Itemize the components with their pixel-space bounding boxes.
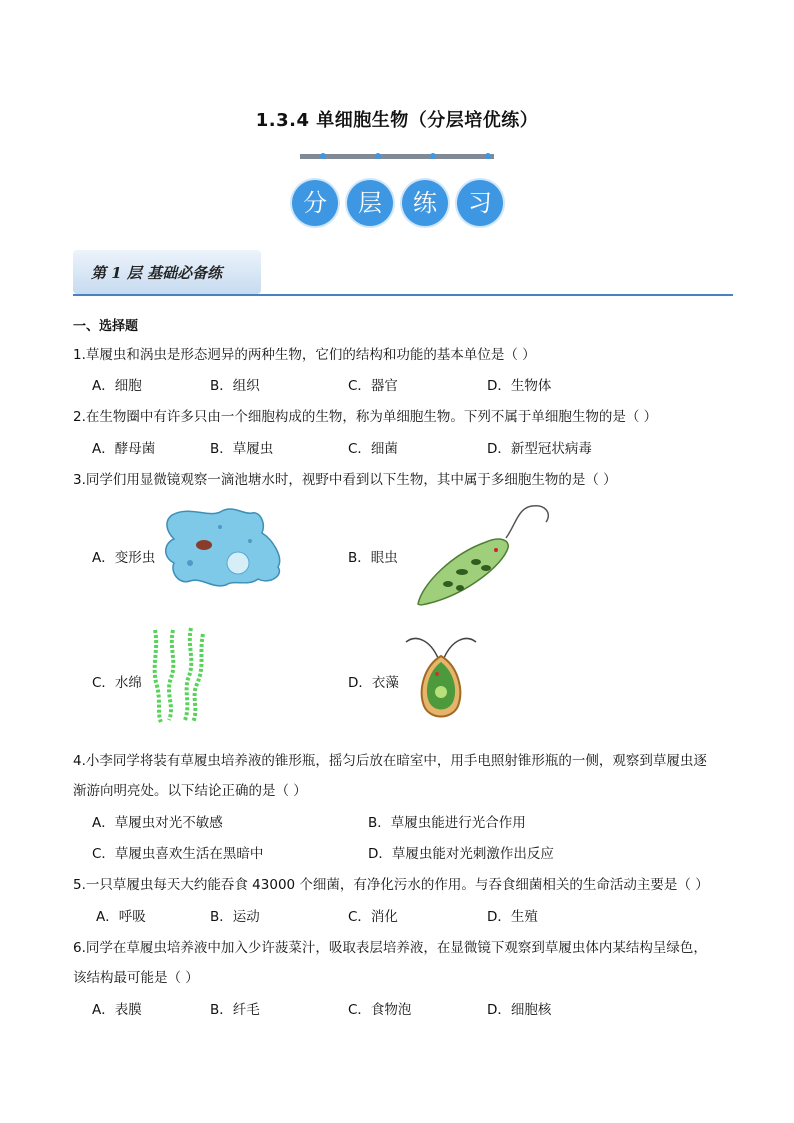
layer-practice-banner xyxy=(292,150,502,230)
q6-option-c: C．食物泡 xyxy=(348,1002,412,1018)
section-tab xyxy=(73,250,261,294)
question-6-line-1: 6.同学在草履虫培养液中加入少许菠菜汁，吸取表层培养液，在显微镜下观察到草履虫体内某结构呈绿色， xyxy=(73,940,707,956)
q3-option-a: A．变形虫 xyxy=(92,550,156,566)
q5-option-c: C．消化 xyxy=(348,909,398,925)
q6-option-a: A．表膜 xyxy=(92,1002,142,1018)
q1-option-b: B．组织 xyxy=(210,378,260,394)
banner-char-2: 层 xyxy=(347,180,393,226)
q1-option-a: A．细胞 xyxy=(92,378,142,394)
banner-char-1: 分 xyxy=(292,180,338,226)
q5-option-a: A．呼吸 xyxy=(96,909,146,925)
q3-option-b: B．眼虫 xyxy=(348,550,398,566)
section-tab-label: 第 1 层 基础必备练 xyxy=(91,264,223,282)
q3-option-d: D．衣藻 xyxy=(348,675,399,691)
question-4-line-1: 4.小李同学将装有草履虫培养液的锥形瓶，摇匀后放在暗室中，用手电照射锥形瓶的一侧，观察到草履虫逐 xyxy=(73,753,707,769)
banner-char-3: 练 xyxy=(402,180,448,226)
question-6-line-2: 该结构最可能是（ ） xyxy=(73,970,199,986)
q4-option-b: B．草履虫能进行光合作用 xyxy=(368,815,526,831)
banner-bar xyxy=(300,152,494,164)
q6-option-b: B．纤毛 xyxy=(210,1002,260,1018)
page-title: 1.3.4 单细胞生物（分层培优练） xyxy=(255,110,539,131)
q1-option-c: C．器官 xyxy=(348,378,398,394)
q2-option-b: B．草履虫 xyxy=(210,441,274,457)
chlamydomonas-illustration xyxy=(400,630,480,730)
q4-option-a: A．草履虫对光不敏感 xyxy=(92,815,223,831)
banner-char-4: 习 xyxy=(457,180,503,226)
question-5: 5.一只草履虫每天大约能吞食 43000 个细菌，有净化污水的作用。与吞食细菌相关的生命活动主要是（ ） xyxy=(73,877,709,893)
q5-option-b: B．运动 xyxy=(210,909,260,925)
section-heading: 一、选择题 xyxy=(73,319,139,334)
amoeba-illustration xyxy=(160,505,284,593)
q3-option-c: C．水绵 xyxy=(92,675,142,691)
q1-option-d: D．生物体 xyxy=(487,378,552,394)
q2-option-c: C．细菌 xyxy=(348,441,398,457)
q6-option-d: D．细胞核 xyxy=(487,1002,552,1018)
q2-option-a: A．酵母菌 xyxy=(92,441,156,457)
question-2: 2.在生物圈中有许多只由一个细胞构成的生物，称为单细胞生物。下列不属于单细胞生物的是（ ） xyxy=(73,409,658,425)
q4-option-c: C．草履虫喜欢生活在黑暗中 xyxy=(92,846,264,862)
q2-option-d: D．新型冠状病毒 xyxy=(487,441,592,457)
q5-option-d: D．生殖 xyxy=(487,909,538,925)
spirogyra-illustration xyxy=(145,626,215,730)
section-divider xyxy=(73,294,733,296)
question-1: 1.草履虫和涡虫是形态迥异的两种生物，它们的结构和功能的基本单位是（ ） xyxy=(73,347,536,363)
question-3: 3.同学们用显微镜观察一滴池塘水时，视野中看到以下生物，其中属于多细胞生物的是（ ） xyxy=(73,472,617,488)
q4-option-d: D．草履虫能对光刺激作出反应 xyxy=(368,846,554,862)
euglena-illustration xyxy=(412,500,560,614)
question-4-line-2: 渐游向明亮处。以下结论正确的是（ ） xyxy=(73,783,307,799)
